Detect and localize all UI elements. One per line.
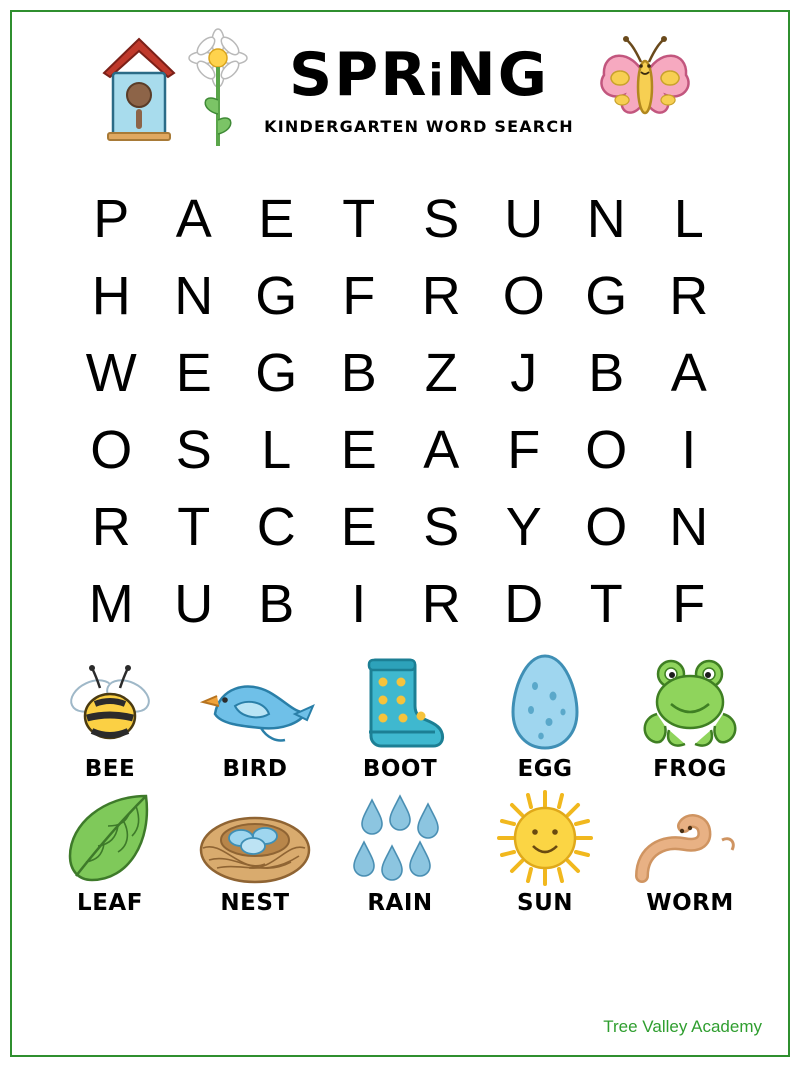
leaf-icon xyxy=(40,790,180,886)
grid-cell[interactable]: N xyxy=(174,265,214,326)
grid-cell[interactable]: W xyxy=(85,342,137,403)
nest-icon xyxy=(185,790,325,886)
grid-cell[interactable]: A xyxy=(670,342,707,403)
bird-icon xyxy=(185,656,325,752)
grid-cell[interactable]: P xyxy=(93,188,130,249)
grid-cell[interactable]: G xyxy=(585,265,628,326)
grid-cell[interactable]: F xyxy=(342,265,376,326)
grid-cell[interactable]: B xyxy=(588,342,625,403)
title-block xyxy=(258,39,580,136)
word-item-boot[interactable] xyxy=(330,656,470,782)
title-main: SPR xyxy=(289,39,429,110)
grid-cell[interactable]: Y xyxy=(505,496,542,557)
grid-cell[interactable]: G xyxy=(255,265,298,326)
word-list-row-2 xyxy=(40,790,760,916)
worksheet-header xyxy=(0,0,800,180)
grid-row xyxy=(70,488,730,565)
page-title xyxy=(264,39,574,110)
rain-boot-icon xyxy=(330,656,470,752)
birdhouse-icon xyxy=(100,33,178,148)
grid-cell[interactable]: M xyxy=(88,573,134,634)
grid-cell[interactable]: D xyxy=(504,573,544,634)
grid-cell[interactable]: R xyxy=(669,265,709,326)
word-label: BIRD xyxy=(222,756,288,782)
word-label: EGG xyxy=(517,756,573,782)
footer-credit: Tree Valley Academy xyxy=(603,1017,762,1036)
word-item-sun[interactable] xyxy=(475,790,615,916)
grid-cell[interactable]: I xyxy=(681,419,697,480)
grid-row xyxy=(70,565,730,642)
word-item-nest[interactable] xyxy=(185,790,325,916)
grid-cell[interactable]: L xyxy=(261,419,292,480)
bee-icon xyxy=(40,656,180,752)
grid-cell[interactable]: O xyxy=(502,265,545,326)
word-item-bee[interactable] xyxy=(40,656,180,782)
word-item-leaf[interactable] xyxy=(40,790,180,916)
grid-cell[interactable]: F xyxy=(507,419,541,480)
grid-cell[interactable]: A xyxy=(423,419,460,480)
grid-row xyxy=(70,334,730,411)
grid-cell[interactable]: R xyxy=(421,573,461,634)
raindrops-icon xyxy=(330,790,470,886)
grid-cell[interactable]: E xyxy=(340,419,377,480)
grid-cell[interactable]: B xyxy=(340,342,377,403)
word-label: BEE xyxy=(84,756,136,782)
grid-row xyxy=(70,180,730,257)
grid-cell[interactable]: Z xyxy=(424,342,458,403)
word-label: FROG xyxy=(653,756,727,782)
grid-row xyxy=(70,257,730,334)
word-item-egg[interactable] xyxy=(475,656,615,782)
grid-cell[interactable]: H xyxy=(91,265,131,326)
grid-cell[interactable]: T xyxy=(177,496,211,557)
word-label: WORM xyxy=(646,890,734,916)
frog-icon xyxy=(620,656,760,752)
grid-cell[interactable]: B xyxy=(258,573,295,634)
butterfly-icon xyxy=(590,35,700,145)
grid-cell[interactable]: N xyxy=(586,188,626,249)
word-item-bird[interactable] xyxy=(185,656,325,782)
grid-cell[interactable]: I xyxy=(351,573,367,634)
grid-cell[interactable]: S xyxy=(423,496,460,557)
grid-cell[interactable]: A xyxy=(175,188,212,249)
word-list-row-1 xyxy=(40,656,760,782)
word-label: RAIN xyxy=(367,890,433,916)
grid-cell[interactable]: E xyxy=(175,342,212,403)
word-item-worm[interactable] xyxy=(620,790,760,916)
grid-cell[interactable]: O xyxy=(585,496,628,557)
grid-cell[interactable]: T xyxy=(342,188,376,249)
grid-cell[interactable]: S xyxy=(175,419,212,480)
grid-cell[interactable]: O xyxy=(90,419,133,480)
sun-icon xyxy=(475,790,615,886)
word-label: NEST xyxy=(220,890,290,916)
grid-cell[interactable]: C xyxy=(256,496,296,557)
grid-cell[interactable]: L xyxy=(673,188,704,249)
word-label: LEAF xyxy=(77,890,143,916)
title-small-i: i xyxy=(428,54,446,106)
grid-cell[interactable]: R xyxy=(421,265,461,326)
word-list xyxy=(40,656,760,916)
grid-cell[interactable]: T xyxy=(589,573,623,634)
word-label: SUN xyxy=(517,890,573,916)
grid-cell[interactable]: S xyxy=(423,188,460,249)
grid-cell[interactable]: U xyxy=(174,573,214,634)
page-subtitle: KINDERGARTEN WORD SEARCH xyxy=(264,116,574,136)
grid-cell[interactable]: J xyxy=(510,342,538,403)
grid-cell[interactable]: E xyxy=(340,496,377,557)
daisy-flower-icon xyxy=(188,28,248,153)
grid-cell[interactable]: O xyxy=(585,419,628,480)
grid-cell[interactable]: U xyxy=(504,188,544,249)
title-tail: NG xyxy=(445,39,549,110)
word-item-frog[interactable] xyxy=(620,656,760,782)
word-search-grid xyxy=(70,180,730,642)
grid-cell[interactable]: E xyxy=(258,188,295,249)
egg-icon xyxy=(475,656,615,752)
grid-cell[interactable]: N xyxy=(669,496,709,557)
grid-cell[interactable]: R xyxy=(91,496,131,557)
word-item-rain[interactable] xyxy=(330,790,470,916)
grid-row xyxy=(70,411,730,488)
worm-icon xyxy=(620,790,760,886)
word-label: BOOT xyxy=(362,756,438,782)
grid-cell[interactable]: F xyxy=(672,573,706,634)
grid-cell[interactable]: G xyxy=(255,342,298,403)
